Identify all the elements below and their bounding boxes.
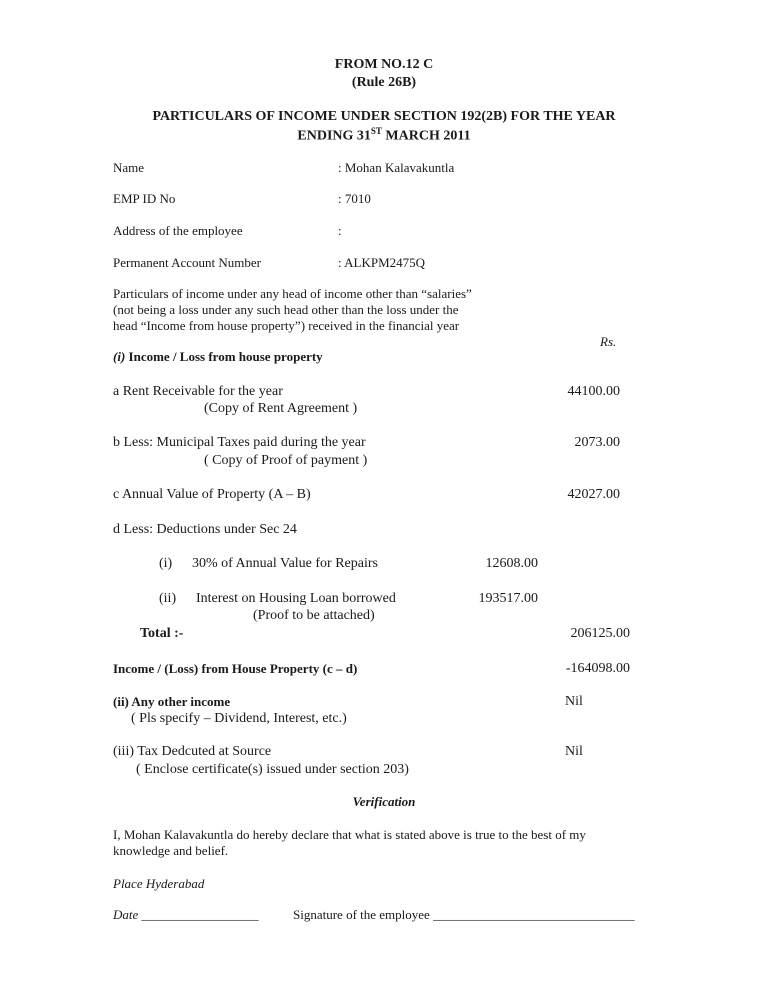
page-title-year bbox=[0, 126, 768, 145]
pan-label: Permanent Account Number bbox=[113, 255, 262, 270]
item-b-amount: 2073.00 bbox=[574, 435, 620, 450]
date-field: Date __________________ bbox=[113, 907, 259, 922]
section-ii-label: (ii) Any other income bbox=[113, 694, 231, 709]
name-value: : Mohan Kalavakuntla bbox=[338, 160, 455, 175]
place-field: Place Hyderabad bbox=[113, 876, 205, 891]
total-label: Total :- bbox=[140, 626, 184, 641]
verification-title: Verification bbox=[352, 794, 416, 809]
section-i-heading bbox=[113, 349, 323, 365]
item-d1-label: 30% of Annual Value for Repairs bbox=[192, 556, 378, 571]
item-d2-amount: 193517.00 bbox=[478, 591, 538, 606]
section-iii-label: (iii) Tax Dedcuted at Source bbox=[113, 744, 272, 759]
house-property-amount: -164098.00 bbox=[565, 661, 630, 676]
ending-suffix: MARCH 2011 bbox=[381, 128, 471, 144]
pan-value: : ALKPM2475Q bbox=[338, 255, 426, 270]
section-ii-sub: ( Pls specify – Dividend, Interest, etc.) bbox=[131, 711, 347, 726]
item-d2-sub: (Proof to be attached) bbox=[253, 608, 375, 623]
name-label: Name bbox=[113, 160, 145, 175]
section-iii-sub: ( Enclose certificate(s) issued under section 203) bbox=[136, 762, 409, 777]
item-d1-amount: 12608.00 bbox=[485, 556, 538, 571]
emp-id-label: EMP ID No bbox=[113, 191, 176, 206]
section-ii-amount: Nil bbox=[565, 694, 583, 709]
item-c-amount: 42027.00 bbox=[567, 487, 620, 502]
verification-line-2: knowledge and belief. bbox=[113, 843, 229, 858]
item-b-label: b Less: Municipal Taxes paid during the year bbox=[113, 435, 366, 450]
item-b-sub: ( Copy of Proof of payment ) bbox=[204, 453, 368, 468]
section-i-number: (i) bbox=[113, 349, 126, 364]
item-d1-number: (i) bbox=[159, 556, 173, 571]
item-a-label: a Rent Receivable for the year bbox=[113, 384, 283, 399]
house-property-label: Income / (Loss) from House Property (c – d) bbox=[113, 661, 358, 676]
item-c-label: c Annual Value of Property (A – B) bbox=[113, 487, 311, 502]
page-title: PARTICULARS OF INCOME UNDER SECTION 192(2B) FOR THE YEAR bbox=[152, 109, 616, 124]
item-a-amount: 44100.00 bbox=[567, 384, 620, 399]
verification-line-1: I, Mohan Kalavakuntla do hereby declare that what is stated above is true to the best of my bbox=[113, 827, 586, 842]
intro-line-2: (not being a loss under any such head other than the loss under the bbox=[113, 302, 459, 317]
item-d2-number: (ii) bbox=[159, 591, 177, 606]
currency-label: Rs. bbox=[600, 334, 617, 349]
item-a-sub: (Copy of Rent Agreement ) bbox=[204, 401, 358, 416]
section-i-title: Income / Loss from house property bbox=[125, 349, 323, 364]
address-label: Address of the employee bbox=[113, 223, 243, 238]
intro-line-3: head “Income from house property”) received in the financial year bbox=[113, 318, 460, 333]
item-d2-label: Interest on Housing Loan borrowed bbox=[196, 591, 396, 606]
address-value: : bbox=[338, 223, 342, 238]
intro-line-1: Particulars of income under any head of income other than “salaries” bbox=[113, 286, 472, 301]
section-iii-amount: Nil bbox=[565, 744, 583, 759]
signature-field: Signature of the employee _______________________________ bbox=[293, 907, 635, 922]
ending-prefix: ENDING 31 bbox=[297, 128, 371, 144]
ending-superscript: ST bbox=[370, 126, 382, 136]
emp-id-value: : 7010 bbox=[338, 191, 371, 206]
form-number: FROM NO.12 C bbox=[334, 57, 434, 72]
rule-reference: (Rule 26B) bbox=[351, 75, 417, 90]
total-amount: 206125.00 bbox=[570, 626, 630, 641]
item-d-label: d Less: Deductions under Sec 24 bbox=[113, 522, 297, 537]
